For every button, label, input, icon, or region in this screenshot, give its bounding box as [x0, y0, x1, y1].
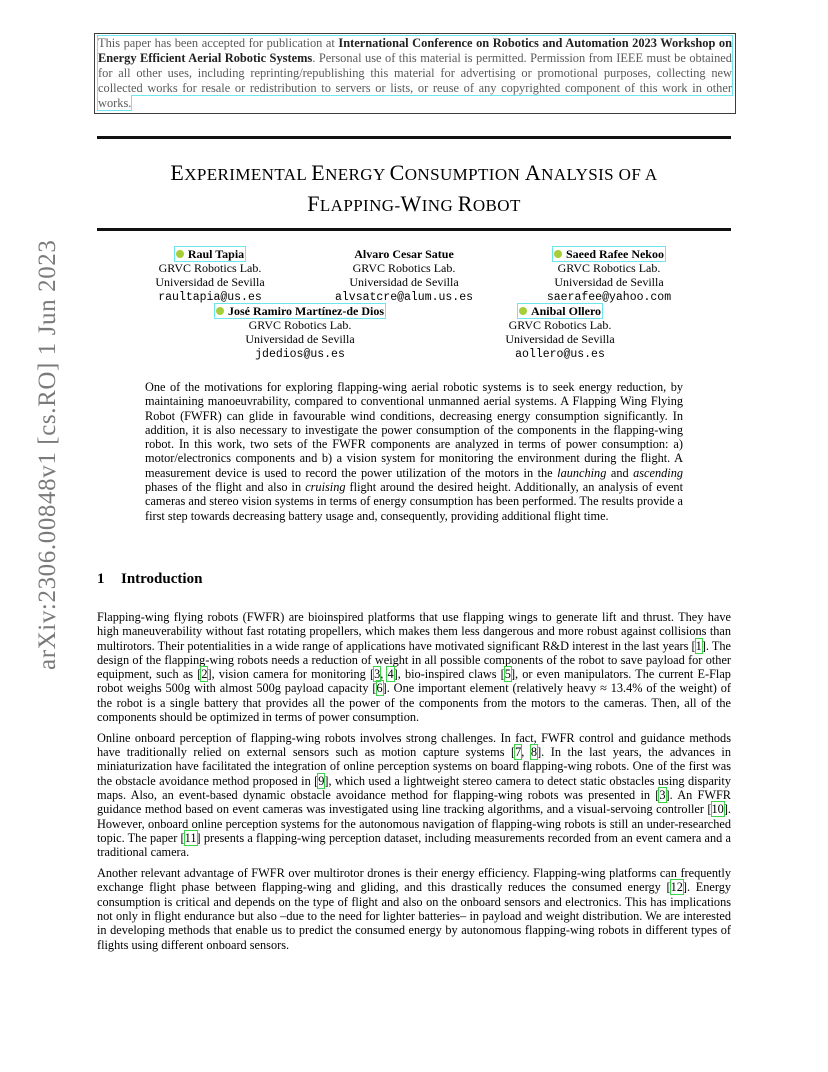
- citation-link[interactable]: 6: [376, 681, 383, 696]
- paragraph: Online onboard perception of flapping-wing robots involves strong challenges. In fact, FWFR control and guidance methods have traditionally relied on external sensors such as motion capture systems [7, 8]. In the last years, the advances in miniaturization have facilitated the integration of online perception systems on board flapping-wing robots. One of the first was the obstacle avoidance method proposed in [9], which used a lightweight stereo camera to detect static obstacles using disparity maps. Also, an event-based dynamic obstacle avoidance method for flapping-wing robots was presented in [3]. An FWFR guidance method based on event cameras was investigated using line tracking algorithms, and a visual-servoing controller [10]. However, onboard online perception systems for the autonomous navigation of flapping-wing robots is still an under-researched topic. The paper [11] presents a flapping-wing perception dataset, including measurements recorded from an event camera and a traditional camera.: [97, 730, 731, 860]
- citation-link[interactable]: 11: [184, 830, 197, 845]
- title-rule-top: [97, 136, 731, 139]
- orcid-icon[interactable]: [519, 307, 527, 315]
- author-affiliation: GRVC Robotics Lab.: [248, 318, 352, 332]
- citation-link[interactable]: 10: [711, 802, 724, 817]
- author-email: alvsatcre@alum.us.es: [334, 291, 474, 304]
- abstract: One of the motivations for exploring flapping-wing aerial robotic systems is to seek energy reduction, by maintaining manoeuvrability, compared to conventional unmanned aerial systems. A Flapping Wing Flying Robot (FWFR) can glide in favourable wind conditions, decreasing energy consumption significantly. In addition, it is also necessary to investigate the power consumption of the components in the flapping-wing robot. In this work, two sets of the FWFR components are analyzed in terms of power consumption: a) motor/electronics components and b) a vision system for monitoring the environment during the flight. A measurement device is used to record the power utilization of the motors in the launching and ascending phases of the flight and also in cruising flight around the desired height. Additionally, an analysis of event cameras and stereo vision systems in terms of energy consumption has been performed. The results provide a first step towards decreasing battery usage and, consequently, providing additional flight time.: [145, 380, 683, 523]
- citation-link[interactable]: 7: [515, 745, 522, 760]
- author-block: [294, 247, 514, 305]
- author-affiliation: GRVC Robotics Lab.: [158, 261, 262, 275]
- author-name[interactable]: Anibal Ollero: [518, 304, 602, 318]
- author-name[interactable]: Saeed Rafee Nekoo: [553, 247, 665, 261]
- author-email: jdedios@us.es: [255, 348, 345, 361]
- section-heading: 1 Introduction: [97, 571, 203, 587]
- author-affiliation: GRVC Robotics Lab.: [352, 261, 456, 275]
- notice-venue: International Conference on Robotics and Automation 2023 Workshop on Energy Efficient Aerial Robotic Systems: [98, 36, 732, 65]
- author-name[interactable]: José Ramiro Martínez-de Dios: [215, 304, 385, 318]
- author-email: aollero@us.es: [515, 348, 605, 361]
- author-block: [100, 247, 320, 305]
- citation-link[interactable]: 9: [318, 773, 325, 788]
- author-block: [450, 304, 670, 362]
- author-affiliation: GRVC Robotics Lab.: [508, 318, 612, 332]
- author-university: Universidad de Sevilla: [155, 275, 265, 289]
- orcid-icon[interactable]: [176, 250, 184, 258]
- author-university: Universidad de Sevilla: [245, 332, 355, 346]
- paragraph: Flapping-wing flying robots (FWFR) are bioinspired platforms that use flapping wings to generate lift and thrust. They have high maneuverability without fast rotating propellers, which makes them less dangerous and more robust against collisions than multirotors. Their potentialities in a wide range of applications have motivated significant R&D interest in the last years [1]. The design of the flapping-wing robots needs a reduction of weight in all possible components of the robot to save payload for other equipment, such as [2], vision camera for monitoring [3, 4], bio-inspired claws [5], or even manipulators. The current E-Flap robot weighs 500g with almost 500g payload capacity [6]. One important element (relatively heavy ≈ 13.4% of the weight) of the robot is a single battery that provides all the power of the components from the motors to the cameras. Then, all of the components should be optimized in terms of power consumption.: [97, 610, 732, 725]
- citation-link[interactable]: 3: [659, 788, 666, 803]
- author-block: [180, 304, 420, 362]
- notice-link[interactable]: This paper has been accepted for publication at International Conference on Robotics and Automation 2023 Workshop on Energy Efficient Aerial Robotic Systems. Personal use of this material is permitted. Permission from IEEE must be obtained for all other uses, including reprinting/republishing this material for advertising or promotional purposes, collecting new collected works for resale or redistribution to servers or lists, or reuse of any copyrighted component of this work in other works.: [98, 36, 732, 110]
- citation-link[interactable]: 8: [530, 745, 538, 760]
- author-university: Universidad de Sevilla: [505, 332, 615, 346]
- citation-link[interactable]: 3: [374, 667, 381, 682]
- citation-link[interactable]: 4: [387, 667, 394, 682]
- copyright-notice: [94, 33, 736, 114]
- citation-link[interactable]: 1: [695, 638, 702, 653]
- author-email: raultapia@us.es: [158, 291, 262, 304]
- paper-title: EXPERIMENTAL ENERGY CONSUMPTION ANALYSIS OF A FLAPPING-WING ROBOT: [170, 160, 658, 216]
- orcid-icon[interactable]: [216, 307, 224, 315]
- arxiv-identifier: arXiv:2306.00848v1 [cs.RO] 1 Jun 2023: [34, 239, 61, 670]
- orcid-icon[interactable]: [554, 250, 562, 258]
- title-rule-bottom: [97, 228, 731, 231]
- citation-link[interactable]: 2: [201, 667, 208, 682]
- author-name[interactable]: Raul Tapia: [175, 247, 245, 261]
- author-email: saerafee@yahoo.com: [546, 291, 672, 304]
- author-name: Alvaro Cesar Satue: [354, 247, 454, 261]
- paragraph: Another relevant advantage of FWFR over multirotor drones is their energy efficiency. Flapping-wing platforms can frequently exchange flight phase between flapping-wing and gliding, and this drastically reduces the consumed energy [12]. Energy consumption is critical and depends on the type of flight and also on the onboard sensors and electronics. This has implications not only in flight endurance but also –due to the need for lighter batteries– in payload and weight distribution. We are interested in developing methods that enable us to predict the consumed energy by autonomous flapping-wing robots in different types of flights using different onboard sensors.: [97, 866, 732, 952]
- introduction-body: [97, 610, 731, 958]
- author-university: Universidad de Sevilla: [554, 275, 664, 289]
- author-affiliation: GRVC Robotics Lab.: [557, 261, 661, 275]
- author-block: [499, 247, 719, 305]
- author-university: Universidad de Sevilla: [349, 275, 459, 289]
- citation-link[interactable]: 5: [504, 667, 511, 682]
- citation-link[interactable]: 12: [670, 880, 683, 895]
